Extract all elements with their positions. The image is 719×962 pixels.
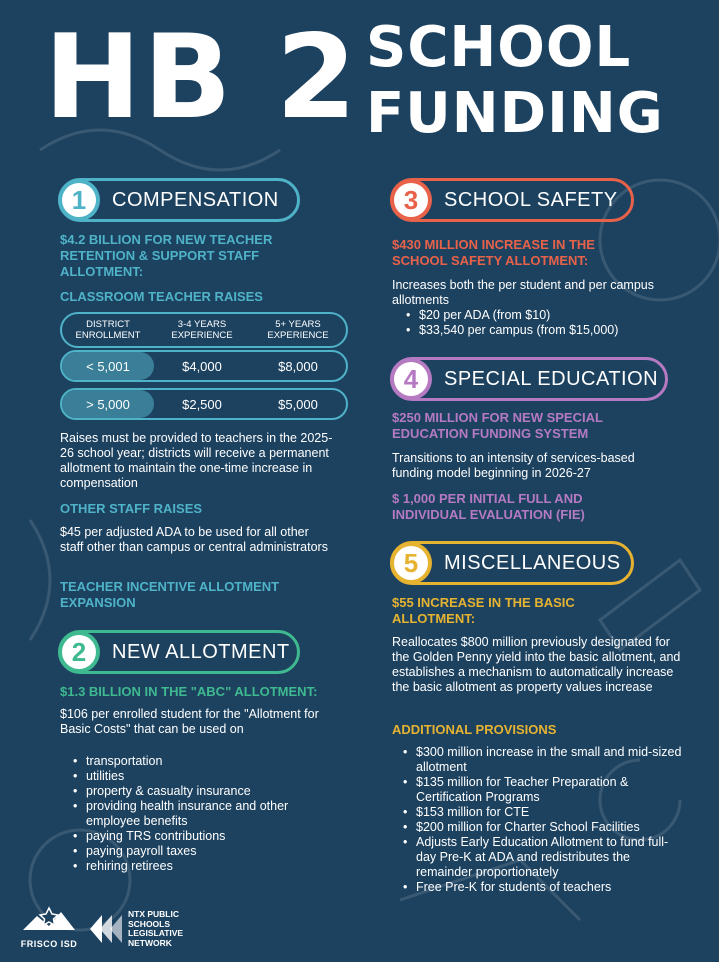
- s4-text: Transitions to an intensity of services-based funding model beginning in 2026-27: [392, 451, 635, 480]
- list-item: • $200 million for Charter School Facilities: [403, 820, 688, 835]
- table-cell: $2,500: [182, 396, 222, 412]
- section-3-number-badge: [390, 179, 432, 221]
- title-line-school: SCHOOL: [366, 15, 632, 80]
- list-item: • property & casualty insurance: [73, 784, 338, 799]
- table-cell: $4,000: [182, 358, 222, 374]
- section-1-number: 1: [62, 183, 96, 217]
- frisco-star-icon: [19, 906, 79, 934]
- list-item: • transportation: [73, 754, 338, 769]
- section-5-number: 5: [394, 546, 428, 580]
- section-5-header: [390, 541, 634, 585]
- s5-additional-provisions: ADDITIONAL PROVISIONS: [392, 722, 557, 737]
- section-4-number-badge: [390, 358, 432, 400]
- table-cell: $8,000: [278, 358, 318, 374]
- section-4-number: 4: [394, 362, 428, 396]
- s1-staff-text: $45 per adjusted ADA to be used for all other staff other than campus or central administrators: [60, 525, 328, 554]
- s3-bullet-list: [406, 308, 686, 338]
- title-hb2: HB 2: [44, 10, 359, 145]
- list-item: • providing health insurance and other employee benefits: [73, 799, 338, 829]
- table-cell: $5,000: [278, 396, 318, 412]
- table-cell: > 5,000: [62, 390, 154, 418]
- raise-table-header: [60, 312, 348, 348]
- section-4-title: SPECIAL EDUCATION: [444, 367, 659, 390]
- section-5-number-badge: [390, 542, 432, 584]
- s4-headline: $250 MILLION FOR NEW SPECIAL EDUCATION FUNDING SYSTEM: [392, 410, 603, 441]
- table-header-cell: 5+ YEARS EXPERIENCE: [267, 319, 329, 341]
- section-2-title: NEW ALLOTMENT: [112, 640, 290, 663]
- list-item: • utilities: [73, 769, 338, 784]
- list-item: • $33,540 per campus (from $15,000): [406, 323, 686, 338]
- table-cell: < 5,001: [62, 352, 154, 380]
- table-row: [60, 388, 348, 420]
- section-3-header: [390, 178, 634, 222]
- s2-bullet-list: [73, 754, 338, 874]
- list-item: • $300 million increase in the small and mid-sized allotment: [403, 745, 688, 775]
- title-school-funding: [366, 15, 664, 146]
- section-2-header: [58, 630, 300, 674]
- list-item: • paying TRS contributions: [73, 829, 338, 844]
- section-5-title: MISCELLANEOUS: [444, 551, 621, 574]
- s2-headline: $1.3 BILLION IN THE "ABC" ALLOTMENT:: [60, 684, 318, 699]
- list-item: • Free Pre-K for students of teachers: [403, 880, 688, 895]
- s1-headline: $4.2 BILLION FOR NEW TEACHER RETENTION & SUPPORT STAFF ALLOTMENT:: [60, 232, 273, 279]
- section-1-title: COMPENSATION: [112, 188, 279, 211]
- table-header-cell: DISTRICT ENROLLMENT: [75, 319, 141, 341]
- list-item: • rehiring retirees: [73, 859, 338, 874]
- section-3-number: 3: [394, 183, 428, 217]
- list-item: • $20 per ADA (from $10): [406, 308, 686, 323]
- s5-headline: $55 INCREASE IN THE BASIC ALLOTMENT:: [392, 595, 575, 626]
- s1-raises-text: Raises must be provided to teachers in the 2025-26 school year; districts will receive a permanent allotment to maintain the one-time increase in compensation: [60, 431, 333, 490]
- s5-text: Reallocates $800 million previously designated for the Golden Penny yield into the basic allotment, and establishes a mechanism to automatically increase the basic allotment as property values increase: [392, 635, 681, 694]
- s5-bullet-list: [403, 745, 688, 895]
- table-row: [60, 350, 348, 382]
- s3-headline: $430 MILLION INCREASE IN THE SCHOOL SAFETY ALLOTMENT:: [392, 237, 595, 268]
- section-2-number: 2: [62, 635, 96, 669]
- title-line-funding: FUNDING: [366, 81, 664, 146]
- s3-text: Increases both the per student and per campus allotments: [392, 278, 654, 307]
- s2-text: $106 per enrolled student for the "Allotment for Basic Costs" that can be used on: [60, 707, 319, 736]
- list-item: • $153 million for CTE: [403, 805, 688, 820]
- list-item: • Adjusts Early Education Allotment to fund full-day Pre-K at ADA and redistributes the remainder proportionately: [403, 835, 688, 880]
- section-3-title: SCHOOL SAFETY: [444, 188, 618, 211]
- list-item: • $135 million for Teacher Preparation & Certification Programs: [403, 775, 688, 805]
- section-1-number-badge: [58, 179, 100, 221]
- section-1-header: [58, 178, 300, 222]
- table-header-cell: 3-4 YEARS EXPERIENCE: [171, 319, 233, 341]
- s1-other-staff-raises: OTHER STAFF RAISES: [60, 501, 203, 516]
- ntx-network-logo: [88, 910, 228, 948]
- ntx-network-text: NTX PUBLIC SCHOOLS LEGISLATIVE NETWORK: [128, 909, 184, 948]
- frisco-isd-text: FRISCO ISD: [20, 939, 78, 949]
- s1-tia-expansion: TEACHER INCENTIVE ALLOTMENT EXPANSION: [60, 579, 280, 610]
- list-item: • paying payroll taxes: [73, 844, 338, 859]
- section-4-header: [390, 357, 668, 401]
- s4-headline-2: $ 1,000 PER INITIAL FULL AND INDIVIDUAL EVALUATION (FIE): [392, 491, 585, 522]
- ntx-chevron-icon: [88, 911, 126, 947]
- s1-classroom-raises: CLASSROOM TEACHER RAISES: [60, 289, 263, 304]
- section-2-number-badge: [58, 631, 100, 673]
- frisco-isd-logo: [14, 906, 84, 949]
